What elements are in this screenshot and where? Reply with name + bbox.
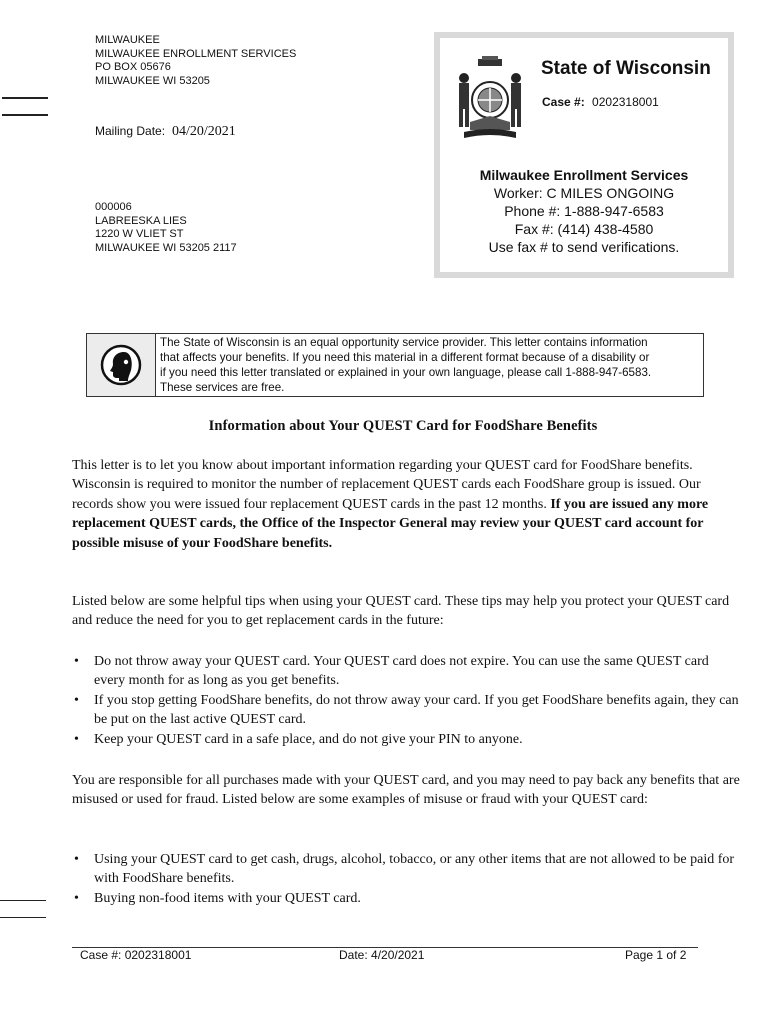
equal-opportunity-notice [86,333,704,397]
margin-mark-bottom-1 [0,900,46,901]
recipient-line: LABREESKA LIES [95,214,187,227]
recipient-line: 000006 [95,201,132,213]
phone-number: Phone #: 1-888-947-6583 [504,203,664,219]
list-item: • Using your QUEST card to get cash, drugs, alcohol, tobacco, or any other items that are not allowed to be paid for with FoodShare benefits. [72,850,742,889]
sender-line: MILWAUKEE ENROLLMENT SERVICES [95,47,297,60]
mailing-date-value: 04/20/2021 [172,124,236,139]
list-item: • Do not throw away your QUEST card. Your QUEST card does not expire. You can use the same QUEST card every month for as long as you get benefits. [72,652,742,691]
sender-line: MILWAUKEE [95,34,160,46]
notice-line: if you need this letter translated or explained in your own language, please call 1-888-947-6583. [160,366,652,379]
intro-warning: If you are issued any more replacement QUEST cards, the Office of the Inspector General may review your QUEST card account for possible misuse of your FoodShare benefits. [72,496,709,551]
worker-name: Worker: C MILES ONGOING [493,185,675,201]
intro-text: This letter is to let you know about important information regarding your QUEST card for FoodShare benefits. Wisconsin is required to monitor the number of replacement QUEST cards each FoodShare group is issued. Our records show you were issued four replacement QUEST cards in the past 12 months. [72,458,701,512]
notice-line: that affects your benefits. If you need this material in a different format because of a disability or [160,351,650,364]
case-number-value: 0202318001 [592,95,659,109]
footer-date: Date: 4/20/2021 [339,948,425,962]
notice-icon-cell [87,334,156,396]
tips-intro-paragraph: Listed below are some helpful tips when using your QUEST card. These tips may help you protect your QUEST card and reduce the need for you to get replacement cards in the future: [72,594,730,629]
recipient-line: 1220 W VLIET ST [95,228,184,240]
margin-mark-bottom-2 [0,917,46,918]
letter-title: Information about Your QUEST Card for FoodShare Benefits [208,418,598,434]
office-contact [440,166,728,256]
fax-number: Fax #: (414) 438-4580 [514,221,654,237]
sender-address [95,34,296,88]
notice-line: These services are free. [160,381,285,394]
recipient-line: MILWAUKEE WI 53205 2117 [95,241,237,254]
case-number-label: Case #: [542,95,585,109]
case-number-line [542,95,659,109]
sender-line: MILWAUKEE WI 53205 [95,74,210,87]
mailing-date [95,124,236,140]
sender-line: PO BOX 05676 [95,61,171,73]
list-item: • If you stop getting FoodShare benefits, do not throw away your card. If you get FoodShare benefits again, they can be put on the last active QUEST card. [72,691,742,730]
list-item: • Keep your QUEST card in a safe place, and do not give your PIN to anyone. [72,730,742,749]
agency-info-box [434,32,734,278]
margin-mark-top-2 [2,114,48,116]
tips-list [72,652,742,749]
responsibility-paragraph: You are responsible for all purchases made with your QUEST card, and you may need to pay back any benefits that are misused or used for fraud. Listed below are some examples of misuse or fraud with your QUEST card: [72,773,740,808]
recipient-address [95,201,237,255]
notice-text [160,335,699,395]
state-seal-icon [454,54,526,144]
margin-mark-top-1 [2,97,48,99]
fax-note: Use fax # to send verifications. [488,239,680,255]
mailing-date-label: Mailing Date: [95,124,166,138]
state-title: State of Wisconsin [541,58,711,79]
notice-line: The State of Wisconsin is an equal opportunity service provider. This letter contains information [160,336,648,349]
office-name: Milwaukee Enrollment Services [479,167,689,183]
misuse-list [72,850,742,908]
footer-page-number: Page 1 of 2 [625,948,687,962]
list-item: • Buying non-food items with your QUEST card. [72,889,742,908]
head-profile-icon [100,344,142,386]
footer-case-number: Case #: 0202318001 [80,948,192,962]
intro-paragraph [72,456,742,553]
